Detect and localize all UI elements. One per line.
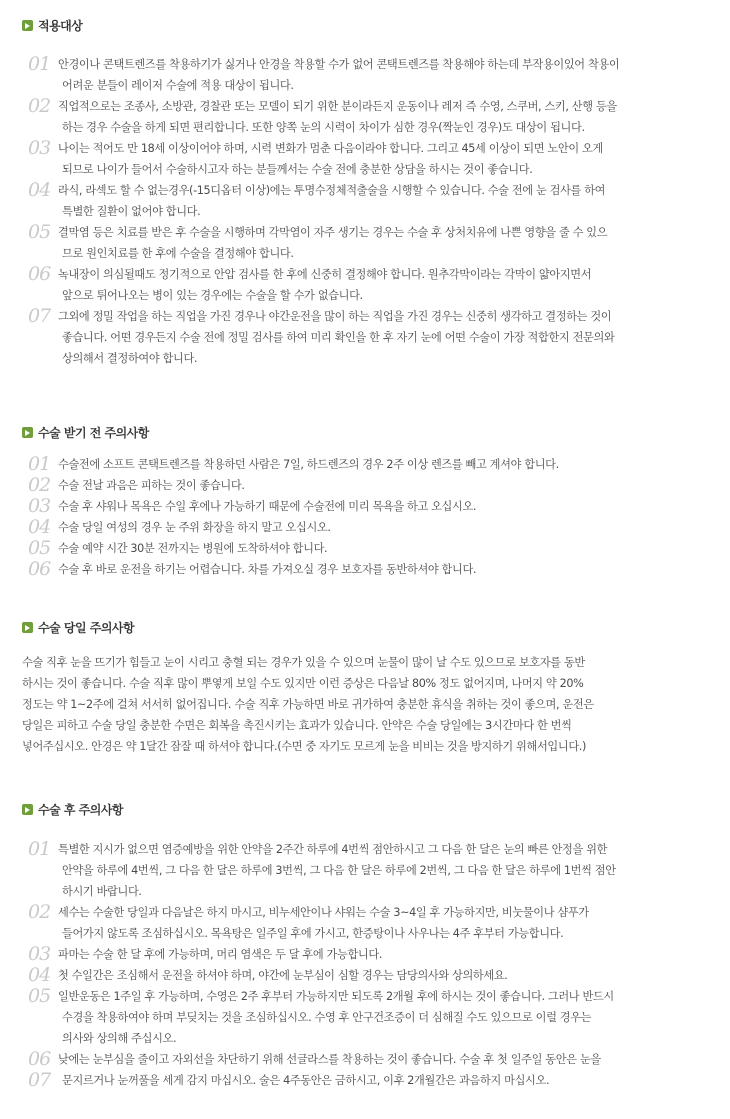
item-text: 녹내장이 의심될때도 정기적으로 안압 검사를 한 후에 신중히 결정해야 합니다. 원추각막이라는 각막이 얇아지면서 xyxy=(58,268,592,281)
bullet-arrow-icon xyxy=(22,427,33,438)
item-text: 의사와 상의해 주십시오. xyxy=(62,1032,177,1045)
paragraph-line: 넣어주십시오. 안경은 약 1달간 잠잘 때 하셔야 합니다.(수면 중 자기도 모르게 눈을 비비는 것을 방지하기 위해서입니다.) xyxy=(22,740,586,753)
item-text: 그외에 정밀 작업을 하는 직업을 가진 경우나 야간운전을 많이 하는 직업을 가진 경우는 신중히 생각하고 결정하는 것이 xyxy=(58,310,612,323)
item-number: 06 xyxy=(28,263,51,285)
item-number: 04 xyxy=(28,179,51,201)
paragraph-line: 수술 직후 눈을 뜨기가 힘들고 눈이 시리고 충혈 되는 경우가 있을 수 있으며 눈물이 많이 날 수도 있으므로 보호자를 동반 xyxy=(22,656,585,669)
section-title: 수술 당일 주의사항 xyxy=(38,620,135,635)
item-text: 수술 후 샤워나 목욕은 수일 후에나 가능하기 때문에 수술전에 미리 목욕을 하고 오십시오. xyxy=(58,500,477,513)
item-number: 02 xyxy=(28,901,51,923)
item-text: 일반운동은 1주일 후 가능하며, 수영은 2주 후부터 가능하지만 되도록 2개월 후에 하시는 것이 좋습니다. 그러나 반드시 xyxy=(58,990,614,1003)
item-text: 들어가지 않도록 조심하십시오. 목욕탕은 일주일 후에 가시고, 한증탕이나 사우나는 4주 후부터 가능합니다. xyxy=(62,927,564,940)
item-text: 낮에는 눈부심을 줄이고 자외선을 차단하기 위해 선글라스를 착용하는 것이 좋습니다. 수술 후 첫 일주일 동안은 눈을 xyxy=(58,1053,601,1066)
bullet-arrow-icon xyxy=(22,804,33,815)
item-text: 안약을 하루에 4번씩, 그 다음 한 달은 하루에 3번씩, 그 다음 한 달은 하루에 2번씩, 그 다음 한 달은 하루에 1번씩 점안 xyxy=(62,864,616,877)
item-text: 수경을 착용하여야 하며 부딪치는 것을 조심하십시오. 수영 후 안구건조증이 더 심해질 수도 있으므로 이럴 경우는 xyxy=(62,1011,592,1024)
item-number: 02 xyxy=(28,474,51,496)
section-title: 수술 후 주의사항 xyxy=(38,802,124,817)
item-text: 결막염 등은 치료를 받은 후 수술을 시행하며 각막염이 자주 생기는 경우는 수술 후 상처치유에 나쁜 영향을 줄 수 있으 xyxy=(58,226,608,239)
item-text: 앞으로 튀어나오는 병이 있는 경우에는 수술을 할 수가 없습니다. xyxy=(62,289,363,302)
item-number: 01 xyxy=(28,838,51,860)
item-text: 문지르거나 눈꺼풀을 세게 감지 마십시오. 술은 4주동안은 금하시고, 이후 2개월간은 과음하지 마십시오. xyxy=(62,1074,550,1087)
item-number: 05 xyxy=(28,221,51,243)
bullet-arrow-icon xyxy=(22,622,33,633)
section-header xyxy=(22,422,149,442)
item-number: 04 xyxy=(28,516,51,538)
item-number: 04 xyxy=(28,964,51,986)
paragraph-line: 하시는 것이 좋습니다. 수술 직후 많이 뿌옇게 보일 수도 있지만 이런 증상은 다음날 80% 정도 없어지며, 나머지 약 20% xyxy=(22,677,584,690)
item-text: 세수는 수술한 당일과 다음날은 하지 마시고, 비누세안이나 샤워는 수술 3~4일 후 가능하지만, 비눗물이나 샴푸가 xyxy=(58,906,589,919)
item-text: 수술 당일 여성의 경우 눈 주위 화장을 하지 말고 오십시오. xyxy=(58,521,331,534)
item-text: 첫 수일간은 조심해서 운전을 하셔야 하며, 야간에 눈부심이 심할 경우는 담당의사와 상의하세요. xyxy=(58,969,508,982)
item-text: 나이는 적어도 만 18세 이상이어야 하며, 시력 변화가 멈춘 다음이라야 합니다. 그리고 45세 이상이 되면 노안이 오게 xyxy=(58,142,603,155)
item-number: 05 xyxy=(28,985,51,1007)
section-header xyxy=(22,799,123,819)
item-number: 07 xyxy=(28,305,51,327)
section-title: 적용대상 xyxy=(38,18,83,33)
item-text: 특별한 질환이 없어야 합니다. xyxy=(62,205,201,218)
section-header xyxy=(22,617,134,637)
item-text: 파마는 수술 한 달 후에 가능하며, 머리 염색은 두 달 후에 가능합니다. xyxy=(58,948,383,961)
section-title: 수술 받기 전 주의사항 xyxy=(38,425,149,440)
item-text: 하시기 바랍니다. xyxy=(62,885,142,898)
item-text: 수술 후 바로 운전을 하기는 어렵습니다. 차를 가져오실 경우 보호자를 동반하셔야 합니다. xyxy=(58,563,477,576)
item-text: 특별한 지시가 없으면 염증예방을 위한 안약을 2주간 하루에 4번씩 점안하시고 그 다음 한 달은 눈의 빠른 안정을 위한 xyxy=(58,843,608,856)
item-number: 01 xyxy=(28,453,51,475)
paragraph-line: 정도는 약 1~2주에 걸쳐 서서히 없어집니다. 수술 직후 가능하면 바로 귀가하여 충분한 휴식을 취하는 것이 좋으며, 운전은 xyxy=(22,698,594,711)
item-text: 라식, 라섹도 할 수 없는경우(-15디옵터 이상)에는 투명수정체적출술을 시행할 수 있습니다. 수술 전에 눈 검사를 하여 xyxy=(58,184,606,197)
item-number: 06 xyxy=(28,1048,51,1070)
item-number: 02 xyxy=(28,95,51,117)
item-text: 안경이나 콘택트렌즈를 착용하기가 싫거나 안경을 착용할 수가 없어 콘택트렌즈를 착용해야 하는데 부작용이있어 착용이 xyxy=(58,58,620,71)
item-text: 하는 경우 수술을 하게 되면 편리합니다. 또한 양쪽 눈의 시력이 차이가 심한 경우(짝눈인 경우)도 대상이 됩니다. xyxy=(62,121,585,134)
section-header xyxy=(22,15,82,35)
item-number: 03 xyxy=(28,495,51,517)
item-number: 07 xyxy=(28,1069,51,1091)
paragraph-line: 당일은 피하고 수술 당일 충분한 수면은 회복을 촉진시키는 효과가 있습니다. 안약은 수술 당일에는 3시간마다 한 번씩 xyxy=(22,719,572,732)
item-text: 수술전에 소프트 콘택트렌즈를 착용하던 사람은 7일, 하드렌즈의 경우 2주 이상 렌즈를 빼고 계셔야 합니다. xyxy=(58,458,559,471)
item-text: 어려운 분들이 레이저 수술에 적용 대상이 됩니다. xyxy=(62,79,294,92)
item-number: 05 xyxy=(28,537,51,559)
item-text: 되므로 나이가 들어서 수술하시고자 하는 분들께서는 수술 전에 충분한 상담을 하시는 것이 좋습니다. xyxy=(62,163,533,176)
item-text: 직업적으로는 조종사, 소방관, 경찰관 또는 모델이 되기 위한 분이라든지 운동이나 레저 즉 수영, 스쿠버, 스키, 산행 등을 xyxy=(58,100,617,113)
item-text: 상의해서 결정하여야 합니다. xyxy=(62,352,198,365)
item-text: 수술 전날 과음은 피하는 것이 좋습니다. xyxy=(58,479,245,492)
item-text: 좋습니다. 어떤 경우든지 수술 전에 정밀 검사를 하여 미리 확인을 한 후 자기 눈에 어떤 수술이 가장 적합한지 전문의와 xyxy=(62,331,615,344)
item-number: 06 xyxy=(28,558,51,580)
item-number: 01 xyxy=(28,53,51,75)
bullet-arrow-icon xyxy=(22,20,33,31)
item-number: 03 xyxy=(28,137,51,159)
item-text: 므로 원인치료를 한 후에 수술을 결정해야 합니다. xyxy=(62,247,294,260)
item-text: 수술 예약 시간 30분 전까지는 병원에 도착하셔야 합니다. xyxy=(58,542,328,555)
item-number: 03 xyxy=(28,943,51,965)
